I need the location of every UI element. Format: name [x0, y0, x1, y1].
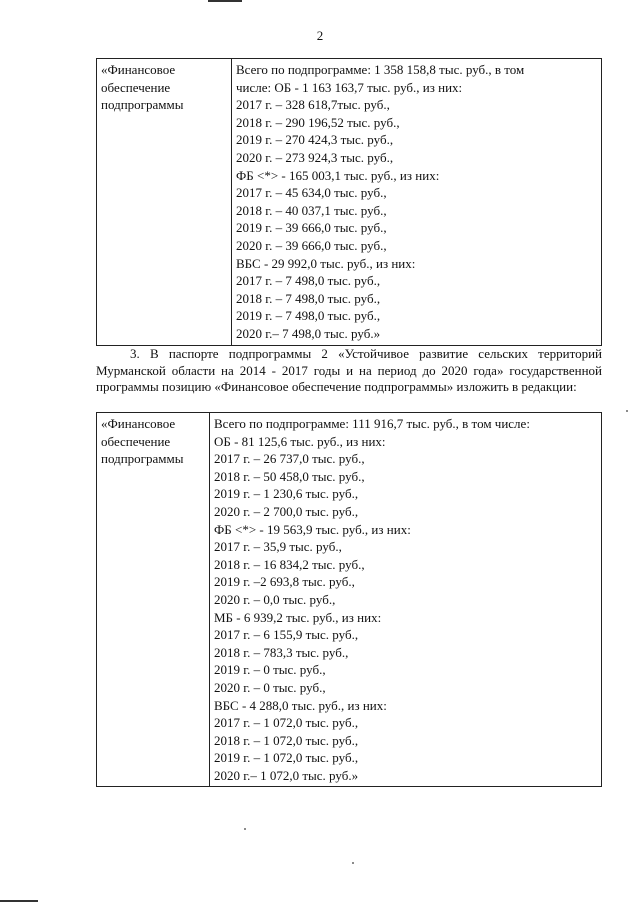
table-row [97, 59, 602, 346]
label-line: «Финансовое [101, 416, 176, 431]
scan-speck [352, 862, 354, 864]
value-line: ФБ <*> - 19 563,9 тыс. руб., из них: [214, 521, 411, 537]
value-line: ВБС - 29 992,0 тыс. руб., из них: [236, 255, 416, 271]
value-line: 2018 г. – 50 458,0 тыс. руб., [214, 468, 365, 484]
value-line: 2017 г. – 26 737,0 тыс. руб., [214, 451, 365, 467]
scan-mark-top [208, 0, 242, 2]
label-cell [97, 59, 232, 346]
label-line: обеспечение [101, 433, 171, 449]
value-line: МБ - 6 939,2 тыс. руб., из них: [214, 609, 382, 625]
value-line: 2019 г. – 1 072,0 тыс. руб., [214, 750, 359, 766]
value-line: 2018 г. – 16 834,2 тыс. руб., [214, 556, 365, 572]
value-cell [210, 413, 602, 787]
value-line: 2019 г. –2 693,8 тыс. руб., [214, 574, 355, 590]
table-row [97, 413, 602, 787]
scan-speck [244, 828, 246, 830]
value-line: 2020 г. – 39 666,0 тыс. руб., [236, 237, 387, 253]
value-line: 2020 г.– 7 498,0 тыс. руб.» [236, 325, 381, 341]
amendment-paragraph: 3. В паспорте подпрограммы 2 «Устойчивое развитие сельских территорий Мурманской области на 2014 - 2017 годы и на период до 2020 года» государственной программы позицию «Финансовое обеспечение подпрограммы» изложить в редакции: [96, 346, 602, 394]
value-line: ОБ - 81 125,6 тыс. руб., из них: [214, 433, 386, 449]
label-line: подпрограммы [101, 97, 184, 113]
value-line: 2020 г. – 0 тыс. руб., [214, 679, 326, 695]
value-line: Всего по подпрограмме: 1 358 158,8 тыс. руб., в том [236, 62, 525, 77]
value-line: 2018 г. – 783,3 тыс. руб., [214, 644, 349, 660]
value-line: 2017 г. – 6 155,9 тыс. руб., [214, 627, 359, 643]
value-line: ФБ <*> - 165 003,1 тыс. руб., из них: [236, 167, 440, 183]
scan-mark-bottom [0, 900, 38, 902]
value-line: Всего по подпрограмме: 111 916,7 тыс. руб., в том числе: [214, 416, 530, 431]
label-line: подпрограммы [101, 451, 184, 467]
value-line: 2017 г. – 328 618,7тыс. руб., [236, 97, 390, 113]
value-line: 2018 г. – 7 498,0 тыс. руб., [236, 290, 381, 306]
value-line: 2020 г. – 2 700,0 тыс. руб., [214, 503, 359, 519]
financing-table-1 [96, 58, 602, 346]
value-line: 2019 г. – 270 424,3 тыс. руб., [236, 132, 394, 148]
value-line: 2017 г. – 1 072,0 тыс. руб., [214, 715, 359, 731]
value-line: 2020 г. – 0,0 тыс. руб., [214, 591, 336, 607]
value-line: 2019 г. – 7 498,0 тыс. руб., [236, 308, 381, 324]
scan-speck [626, 410, 628, 412]
value-line: 2017 г. – 35,9 тыс. руб., [214, 539, 342, 555]
value-line: 2017 г. – 7 498,0 тыс. руб., [236, 273, 381, 289]
value-line: 2020 г. – 273 924,3 тыс. руб., [236, 149, 394, 165]
financing-table-2 [96, 412, 602, 787]
value-line: 2019 г. – 1 230,6 тыс. руб., [214, 486, 359, 502]
value-line: 2018 г. – 1 072,0 тыс. руб., [214, 732, 359, 748]
value-line: 2019 г. – 39 666,0 тыс. руб., [236, 220, 387, 236]
label-line: обеспечение [101, 79, 171, 95]
value-line: 2020 г.– 1 072,0 тыс. руб.» [214, 767, 359, 783]
label-cell [97, 413, 210, 787]
value-line: 2019 г. – 0 тыс. руб., [214, 662, 326, 678]
value-line: 2018 г. – 290 196,52 тыс. руб., [236, 114, 400, 130]
page-number: 2 [316, 28, 324, 43]
value-line: ВБС - 4 288,0 тыс. руб., из них: [214, 697, 387, 713]
value-line: 2017 г. – 45 634,0 тыс. руб., [236, 185, 387, 201]
value-line: 2018 г. – 40 037,1 тыс. руб., [236, 202, 387, 218]
label-line: «Финансовое [101, 62, 176, 77]
value-cell [232, 59, 602, 346]
value-line: числе: ОБ - 1 163 163,7 тыс. руб., из них: [236, 79, 463, 95]
